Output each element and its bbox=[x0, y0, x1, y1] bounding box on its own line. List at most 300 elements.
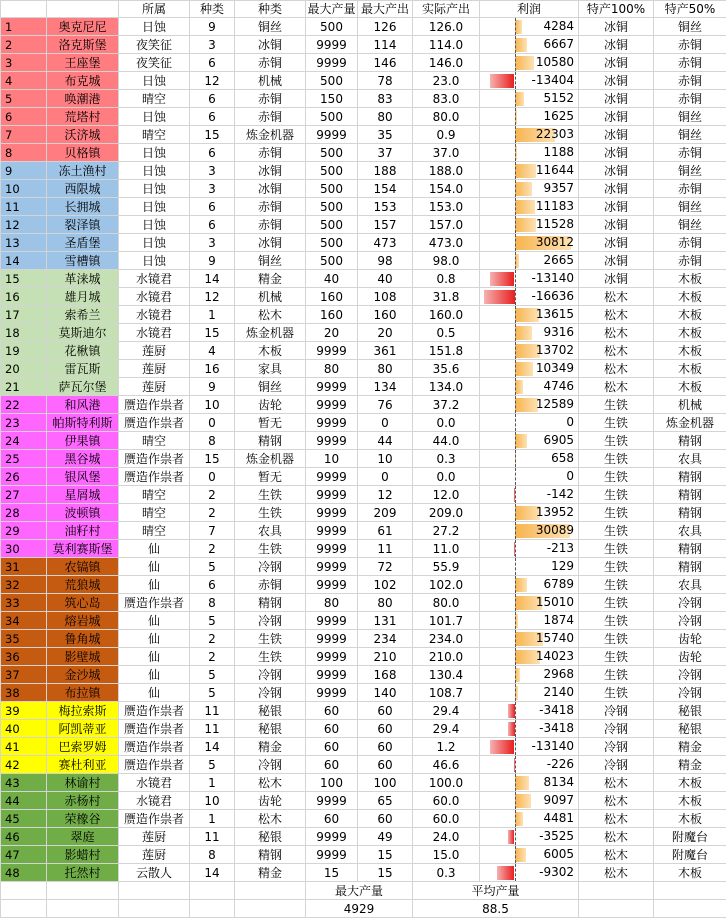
kind-cell[interactable]: 冰铜 bbox=[235, 180, 306, 198]
special-100-cell[interactable]: 生铁 bbox=[579, 558, 654, 576]
special-50-cell[interactable]: 木板 bbox=[654, 288, 726, 306]
summary-max-yield[interactable]: 4929 bbox=[306, 900, 413, 918]
row-index[interactable]: 3 bbox=[1, 54, 47, 72]
header-profit[interactable]: 利润 bbox=[480, 1, 579, 18]
actual-output-cell[interactable]: 1.2 bbox=[413, 738, 480, 756]
max-output-cell[interactable]: 80 bbox=[358, 594, 413, 612]
max-output-cell[interactable]: 131 bbox=[358, 612, 413, 630]
row-index[interactable]: 27 bbox=[1, 486, 47, 504]
max-output-cell[interactable]: 60 bbox=[358, 810, 413, 828]
max-yield-cell[interactable]: 9999 bbox=[306, 342, 358, 360]
max-yield-cell[interactable]: 10 bbox=[306, 450, 358, 468]
special-50-cell[interactable]: 铜丝 bbox=[654, 18, 726, 36]
faction-cell[interactable]: 晴空 bbox=[119, 432, 190, 450]
empty-cell[interactable] bbox=[235, 882, 306, 900]
profit-cell[interactable] bbox=[480, 90, 579, 108]
kind-cell[interactable]: 冷钢 bbox=[235, 612, 306, 630]
max-output-cell[interactable]: 153 bbox=[358, 198, 413, 216]
city-name[interactable]: 圣盾堡 bbox=[47, 234, 119, 252]
special-50-cell[interactable]: 附魔台 bbox=[654, 846, 726, 864]
city-name[interactable]: 布克城 bbox=[47, 72, 119, 90]
summary-max-yield[interactable]: 最大产量 bbox=[306, 882, 413, 900]
special-50-cell[interactable]: 齿轮 bbox=[654, 648, 726, 666]
max-output-cell[interactable]: 44 bbox=[358, 432, 413, 450]
row-index[interactable]: 12 bbox=[1, 216, 47, 234]
actual-output-cell[interactable]: 100.0 bbox=[413, 774, 480, 792]
faction-cell[interactable]: 水镜君 bbox=[119, 324, 190, 342]
max-output-cell[interactable]: 83 bbox=[358, 90, 413, 108]
kind-cell[interactable]: 精金 bbox=[235, 738, 306, 756]
kind-cell[interactable]: 齿轮 bbox=[235, 396, 306, 414]
max-yield-cell[interactable]: 500 bbox=[306, 144, 358, 162]
profit-cell[interactable] bbox=[480, 324, 579, 342]
max-output-cell[interactable]: 72 bbox=[358, 558, 413, 576]
city-name[interactable]: 农镐镇 bbox=[47, 558, 119, 576]
special-100-cell[interactable]: 冰铜 bbox=[579, 144, 654, 162]
max-yield-cell[interactable]: 9999 bbox=[306, 792, 358, 810]
city-name[interactable]: 沃济城 bbox=[47, 126, 119, 144]
max-yield-cell[interactable]: 9999 bbox=[306, 648, 358, 666]
special-100-cell[interactable]: 冰铜 bbox=[579, 36, 654, 54]
special-50-cell[interactable]: 精钢 bbox=[654, 540, 726, 558]
special-100-cell[interactable]: 生铁 bbox=[579, 576, 654, 594]
actual-output-cell[interactable]: 83.0 bbox=[413, 90, 480, 108]
actual-output-cell[interactable]: 15.0 bbox=[413, 846, 480, 864]
faction-cell[interactable]: 日蚀 bbox=[119, 252, 190, 270]
city-name[interactable]: 唤潮港 bbox=[47, 90, 119, 108]
kind-count-cell[interactable]: 1 bbox=[190, 810, 235, 828]
kind-cell[interactable]: 铜丝 bbox=[235, 378, 306, 396]
special-50-cell[interactable]: 木板 bbox=[654, 864, 726, 882]
actual-output-cell[interactable]: 154.0 bbox=[413, 180, 480, 198]
profit-cell[interactable] bbox=[480, 828, 579, 846]
row-index[interactable]: 38 bbox=[1, 684, 47, 702]
empty-cell[interactable] bbox=[190, 900, 235, 918]
city-name[interactable]: 洛克斯堡 bbox=[47, 36, 119, 54]
faction-cell[interactable]: 仙 bbox=[119, 666, 190, 684]
special-100-cell[interactable]: 生铁 bbox=[579, 396, 654, 414]
special-100-cell[interactable]: 松木 bbox=[579, 774, 654, 792]
kind-cell[interactable]: 精钢 bbox=[235, 432, 306, 450]
special-100-cell[interactable]: 松木 bbox=[579, 378, 654, 396]
header-kind[interactable]: 种类 bbox=[235, 1, 306, 18]
max-output-cell[interactable]: 15 bbox=[358, 846, 413, 864]
faction-cell[interactable]: 赝造作祟者 bbox=[119, 450, 190, 468]
kind-count-cell[interactable]: 10 bbox=[190, 396, 235, 414]
header-max-output[interactable]: 最大产出 bbox=[358, 1, 413, 18]
faction-cell[interactable]: 仙 bbox=[119, 648, 190, 666]
kind-cell[interactable]: 冷钢 bbox=[235, 756, 306, 774]
empty-cell[interactable] bbox=[654, 882, 726, 900]
special-50-cell[interactable]: 齿轮 bbox=[654, 630, 726, 648]
row-index[interactable]: 47 bbox=[1, 846, 47, 864]
row-index[interactable]: 4 bbox=[1, 72, 47, 90]
kind-count-cell[interactable]: 14 bbox=[190, 270, 235, 288]
max-output-cell[interactable]: 126 bbox=[358, 18, 413, 36]
max-output-cell[interactable]: 80 bbox=[358, 360, 413, 378]
max-yield-cell[interactable]: 9999 bbox=[306, 486, 358, 504]
max-yield-cell[interactable]: 500 bbox=[306, 198, 358, 216]
faction-cell[interactable]: 水镜君 bbox=[119, 288, 190, 306]
row-index[interactable]: 6 bbox=[1, 108, 47, 126]
row-index[interactable]: 41 bbox=[1, 738, 47, 756]
faction-cell[interactable]: 日蚀 bbox=[119, 198, 190, 216]
city-name[interactable]: 荒狼城 bbox=[47, 576, 119, 594]
kind-count-cell[interactable]: 14 bbox=[190, 738, 235, 756]
max-output-cell[interactable]: 234 bbox=[358, 630, 413, 648]
row-index[interactable]: 19 bbox=[1, 342, 47, 360]
max-yield-cell[interactable]: 9999 bbox=[306, 576, 358, 594]
empty-cell[interactable] bbox=[119, 882, 190, 900]
kind-cell[interactable]: 秘银 bbox=[235, 720, 306, 738]
special-100-cell[interactable]: 生铁 bbox=[579, 648, 654, 666]
profit-cell[interactable] bbox=[480, 594, 579, 612]
faction-cell[interactable]: 赝造作祟者 bbox=[119, 468, 190, 486]
max-yield-cell[interactable]: 9999 bbox=[306, 828, 358, 846]
row-index[interactable]: 5 bbox=[1, 90, 47, 108]
row-index[interactable]: 14 bbox=[1, 252, 47, 270]
special-100-cell[interactable]: 冷钢 bbox=[579, 702, 654, 720]
max-output-cell[interactable]: 188 bbox=[358, 162, 413, 180]
empty-cell[interactable] bbox=[47, 882, 119, 900]
faction-cell[interactable]: 日蚀 bbox=[119, 216, 190, 234]
city-name[interactable]: 花楸镇 bbox=[47, 342, 119, 360]
kind-cell[interactable]: 机械 bbox=[235, 288, 306, 306]
faction-cell[interactable]: 仙 bbox=[119, 630, 190, 648]
row-index[interactable]: 20 bbox=[1, 360, 47, 378]
faction-cell[interactable]: 日蚀 bbox=[119, 180, 190, 198]
header-special-100[interactable]: 特产100% bbox=[579, 1, 654, 18]
row-index[interactable]: 29 bbox=[1, 522, 47, 540]
kind-cell[interactable]: 精金 bbox=[235, 270, 306, 288]
header-max-yield[interactable]: 最大产量 bbox=[307, 2, 356, 16]
faction-cell[interactable]: 莲厨 bbox=[119, 342, 190, 360]
special-100-cell[interactable]: 冰铜 bbox=[579, 252, 654, 270]
special-100-cell[interactable]: 生铁 bbox=[579, 468, 654, 486]
kind-cell[interactable]: 生铁 bbox=[235, 504, 306, 522]
actual-output-cell[interactable]: 11.0 bbox=[413, 540, 480, 558]
city-name[interactable]: 熔岩城 bbox=[47, 612, 119, 630]
max-yield-cell[interactable]: 60 bbox=[306, 702, 358, 720]
row-index[interactable]: 40 bbox=[1, 720, 47, 738]
max-output-cell[interactable]: 60 bbox=[358, 738, 413, 756]
header-special-50[interactable]: 特产50% bbox=[654, 1, 726, 18]
actual-output-cell[interactable]: 0.0 bbox=[413, 468, 480, 486]
max-yield-cell[interactable]: 9999 bbox=[306, 666, 358, 684]
kind-cell[interactable]: 炼金机器 bbox=[235, 450, 306, 468]
row-index[interactable]: 7 bbox=[1, 126, 47, 144]
kind-count-cell[interactable]: 15 bbox=[190, 126, 235, 144]
row-index[interactable]: 11 bbox=[1, 198, 47, 216]
kind-count-cell[interactable]: 0 bbox=[190, 468, 235, 486]
row-index[interactable]: 21 bbox=[1, 378, 47, 396]
city-name[interactable]: 赤杨村 bbox=[47, 792, 119, 810]
max-output-cell[interactable]: 361 bbox=[358, 342, 413, 360]
max-output-cell[interactable]: 209 bbox=[358, 504, 413, 522]
row-index[interactable]: 25 bbox=[1, 450, 47, 468]
actual-output-cell[interactable]: 108.7 bbox=[413, 684, 480, 702]
city-name[interactable]: 波顿镇 bbox=[47, 504, 119, 522]
city-name[interactable]: 托然村 bbox=[47, 864, 119, 882]
profit-cell[interactable] bbox=[480, 414, 579, 432]
special-100-cell[interactable]: 生铁 bbox=[579, 522, 654, 540]
kind-cell[interactable]: 生铁 bbox=[235, 540, 306, 558]
kind-cell[interactable]: 齿轮 bbox=[235, 792, 306, 810]
special-100-cell[interactable]: 松木 bbox=[579, 360, 654, 378]
profit-cell[interactable] bbox=[480, 378, 579, 396]
row-index[interactable]: 26 bbox=[1, 468, 47, 486]
row-index[interactable]: 42 bbox=[1, 756, 47, 774]
kind-cell[interactable]: 铜丝 bbox=[235, 18, 306, 36]
max-output-cell[interactable]: 134 bbox=[358, 378, 413, 396]
profit-cell[interactable] bbox=[480, 162, 579, 180]
faction-cell[interactable]: 赝造作祟者 bbox=[119, 810, 190, 828]
kind-count-cell[interactable]: 3 bbox=[190, 36, 235, 54]
actual-output-cell[interactable]: 210.0 bbox=[413, 648, 480, 666]
max-yield-cell[interactable]: 500 bbox=[306, 216, 358, 234]
special-100-cell[interactable]: 松木 bbox=[579, 288, 654, 306]
special-100-cell[interactable]: 冷钢 bbox=[579, 720, 654, 738]
kind-count-cell[interactable]: 2 bbox=[190, 540, 235, 558]
kind-cell[interactable]: 冷钢 bbox=[235, 666, 306, 684]
city-name[interactable]: 革涞城 bbox=[47, 270, 119, 288]
city-name[interactable]: 阿凯蒂亚 bbox=[47, 720, 119, 738]
actual-output-cell[interactable]: 31.8 bbox=[413, 288, 480, 306]
city-name[interactable]: 萨瓦尔堡 bbox=[47, 378, 119, 396]
actual-output-cell[interactable]: 24.0 bbox=[413, 828, 480, 846]
special-50-cell[interactable]: 赤铜 bbox=[654, 54, 726, 72]
kind-count-cell[interactable]: 8 bbox=[190, 594, 235, 612]
summary-avg-yield[interactable]: 平均产量 bbox=[413, 882, 579, 900]
row-index[interactable]: 32 bbox=[1, 576, 47, 594]
special-50-cell[interactable]: 炼金机器 bbox=[654, 414, 726, 432]
row-index[interactable]: 24 bbox=[1, 432, 47, 450]
faction-cell[interactable]: 赝造作祟者 bbox=[119, 594, 190, 612]
kind-count-cell[interactable]: 6 bbox=[190, 576, 235, 594]
kind-cell[interactable]: 生铁 bbox=[235, 648, 306, 666]
city-name[interactable]: 筑心岛 bbox=[47, 594, 119, 612]
special-100-cell[interactable]: 冰铜 bbox=[579, 108, 654, 126]
max-output-cell[interactable]: 168 bbox=[358, 666, 413, 684]
max-yield-cell[interactable]: 9999 bbox=[306, 540, 358, 558]
special-100-cell[interactable]: 生铁 bbox=[579, 630, 654, 648]
faction-cell[interactable]: 水镜君 bbox=[119, 792, 190, 810]
actual-output-cell[interactable]: 29.4 bbox=[413, 720, 480, 738]
special-100-cell[interactable]: 松木 bbox=[579, 810, 654, 828]
kind-count-cell[interactable]: 16 bbox=[190, 360, 235, 378]
profit-cell[interactable] bbox=[480, 864, 579, 882]
max-output-cell[interactable]: 108 bbox=[358, 288, 413, 306]
max-yield-cell[interactable]: 9999 bbox=[306, 504, 358, 522]
special-50-cell[interactable]: 木板 bbox=[654, 306, 726, 324]
city-name[interactable]: 伊果镇 bbox=[47, 432, 119, 450]
row-index[interactable]: 8 bbox=[1, 144, 47, 162]
special-100-cell[interactable]: 生铁 bbox=[579, 432, 654, 450]
max-yield-cell[interactable]: 9999 bbox=[306, 432, 358, 450]
kind-cell[interactable]: 秘银 bbox=[235, 702, 306, 720]
special-50-cell[interactable]: 木板 bbox=[654, 792, 726, 810]
actual-output-cell[interactable]: 27.2 bbox=[413, 522, 480, 540]
actual-output-cell[interactable]: 126.0 bbox=[413, 18, 480, 36]
faction-cell[interactable]: 仙 bbox=[119, 558, 190, 576]
kind-cell[interactable]: 家具 bbox=[235, 360, 306, 378]
faction-cell[interactable]: 赝造作祟者 bbox=[119, 738, 190, 756]
special-100-cell[interactable]: 生铁 bbox=[579, 612, 654, 630]
header-faction[interactable]: 所属 bbox=[119, 1, 190, 18]
max-output-cell[interactable]: 37 bbox=[358, 144, 413, 162]
actual-output-cell[interactable]: 44.0 bbox=[413, 432, 480, 450]
max-output-cell[interactable]: 49 bbox=[358, 828, 413, 846]
special-100-cell[interactable]: 冰铜 bbox=[579, 54, 654, 72]
kind-count-cell[interactable]: 2 bbox=[190, 648, 235, 666]
city-name[interactable]: 影壁城 bbox=[47, 648, 119, 666]
kind-cell[interactable]: 精钢 bbox=[235, 846, 306, 864]
faction-cell[interactable]: 水镜君 bbox=[119, 306, 190, 324]
max-output-cell[interactable]: 160 bbox=[358, 306, 413, 324]
max-yield-cell[interactable]: 9999 bbox=[306, 414, 358, 432]
max-output-cell[interactable]: 61 bbox=[358, 522, 413, 540]
actual-output-cell[interactable]: 209.0 bbox=[413, 504, 480, 522]
special-50-cell[interactable]: 木板 bbox=[654, 810, 726, 828]
special-100-cell[interactable]: 生铁 bbox=[579, 486, 654, 504]
special-100-cell[interactable]: 松木 bbox=[579, 828, 654, 846]
city-name[interactable]: 布拉镇 bbox=[47, 684, 119, 702]
faction-cell[interactable]: 日蚀 bbox=[119, 108, 190, 126]
header-kind-count[interactable]: 种类 bbox=[190, 1, 235, 18]
actual-output-cell[interactable]: 37.0 bbox=[413, 144, 480, 162]
actual-output-cell[interactable]: 23.0 bbox=[413, 72, 480, 90]
profit-cell[interactable] bbox=[480, 432, 579, 450]
kind-cell[interactable]: 赤铜 bbox=[235, 108, 306, 126]
city-name[interactable]: 雪槽镇 bbox=[47, 252, 119, 270]
special-100-cell[interactable]: 松木 bbox=[579, 324, 654, 342]
city-name[interactable]: 和风港 bbox=[47, 396, 119, 414]
city-name[interactable]: 西限城 bbox=[47, 180, 119, 198]
city-name[interactable]: 林谕村 bbox=[47, 774, 119, 792]
kind-count-cell[interactable]: 5 bbox=[190, 666, 235, 684]
max-output-cell[interactable]: 20 bbox=[358, 324, 413, 342]
special-100-cell[interactable]: 生铁 bbox=[579, 684, 654, 702]
row-index[interactable]: 13 bbox=[1, 234, 47, 252]
faction-cell[interactable]: 日蚀 bbox=[119, 234, 190, 252]
row-index[interactable]: 28 bbox=[1, 504, 47, 522]
kind-count-cell[interactable]: 2 bbox=[190, 504, 235, 522]
actual-output-cell[interactable]: 234.0 bbox=[413, 630, 480, 648]
actual-output-cell[interactable]: 114.0 bbox=[413, 36, 480, 54]
city-name[interactable]: 雄月城 bbox=[47, 288, 119, 306]
max-yield-cell[interactable]: 9999 bbox=[306, 630, 358, 648]
kind-count-cell[interactable]: 9 bbox=[190, 18, 235, 36]
actual-output-cell[interactable]: 37.2 bbox=[413, 396, 480, 414]
actual-output-cell[interactable]: 102.0 bbox=[413, 576, 480, 594]
kind-count-cell[interactable]: 2 bbox=[190, 486, 235, 504]
kind-count-cell[interactable]: 9 bbox=[190, 378, 235, 396]
max-yield-cell[interactable]: 500 bbox=[306, 234, 358, 252]
special-50-cell[interactable]: 精钢 bbox=[654, 504, 726, 522]
kind-cell[interactable]: 暂无 bbox=[235, 468, 306, 486]
actual-output-cell[interactable]: 0.9 bbox=[413, 126, 480, 144]
special-50-cell[interactable]: 铜丝 bbox=[654, 108, 726, 126]
row-index[interactable]: 30 bbox=[1, 540, 47, 558]
special-50-cell[interactable]: 赤铜 bbox=[654, 180, 726, 198]
kind-count-cell[interactable]: 3 bbox=[190, 234, 235, 252]
max-output-cell[interactable]: 98 bbox=[358, 252, 413, 270]
kind-count-cell[interactable]: 6 bbox=[190, 198, 235, 216]
actual-output-cell[interactable]: 101.7 bbox=[413, 612, 480, 630]
row-index[interactable]: 16 bbox=[1, 288, 47, 306]
kind-count-cell[interactable]: 7 bbox=[190, 522, 235, 540]
faction-cell[interactable]: 莲厨 bbox=[119, 846, 190, 864]
row-index[interactable]: 45 bbox=[1, 810, 47, 828]
special-100-cell[interactable]: 生铁 bbox=[579, 450, 654, 468]
max-yield-cell[interactable]: 9999 bbox=[306, 54, 358, 72]
actual-output-cell[interactable]: 188.0 bbox=[413, 162, 480, 180]
profit-cell[interactable] bbox=[480, 198, 579, 216]
profit-cell[interactable] bbox=[480, 360, 579, 378]
kind-cell[interactable]: 精钢 bbox=[235, 594, 306, 612]
special-50-cell[interactable]: 精钢 bbox=[654, 432, 726, 450]
profit-cell[interactable] bbox=[480, 720, 579, 738]
special-100-cell[interactable]: 松木 bbox=[579, 792, 654, 810]
max-yield-cell[interactable]: 40 bbox=[306, 270, 358, 288]
actual-output-cell[interactable]: 151.8 bbox=[413, 342, 480, 360]
faction-cell[interactable]: 水镜君 bbox=[119, 270, 190, 288]
row-index[interactable]: 15 bbox=[1, 270, 47, 288]
faction-cell[interactable]: 日蚀 bbox=[119, 162, 190, 180]
special-100-cell[interactable]: 冰铜 bbox=[579, 162, 654, 180]
actual-output-cell[interactable]: 153.0 bbox=[413, 198, 480, 216]
profit-cell[interactable] bbox=[480, 774, 579, 792]
profit-cell[interactable] bbox=[480, 792, 579, 810]
max-output-cell[interactable]: 60 bbox=[358, 756, 413, 774]
header-actual-output[interactable]: 实际产出 bbox=[413, 1, 480, 18]
kind-cell[interactable]: 冰铜 bbox=[235, 234, 306, 252]
row-index[interactable]: 39 bbox=[1, 702, 47, 720]
faction-cell[interactable]: 赝造作祟者 bbox=[119, 414, 190, 432]
special-50-cell[interactable]: 木板 bbox=[654, 324, 726, 342]
faction-cell[interactable]: 水镜君 bbox=[119, 774, 190, 792]
max-yield-cell[interactable]: 15 bbox=[306, 864, 358, 882]
kind-cell[interactable]: 冰铜 bbox=[235, 162, 306, 180]
actual-output-cell[interactable]: 0.0 bbox=[413, 414, 480, 432]
kind-cell[interactable]: 机械 bbox=[235, 72, 306, 90]
special-100-cell[interactable]: 松木 bbox=[579, 846, 654, 864]
kind-count-cell[interactable]: 8 bbox=[190, 432, 235, 450]
city-name[interactable]: 荣橡谷 bbox=[47, 810, 119, 828]
faction-cell[interactable]: 夜笑征 bbox=[119, 54, 190, 72]
profit-cell[interactable] bbox=[480, 396, 579, 414]
profit-cell[interactable] bbox=[480, 576, 579, 594]
faction-cell[interactable]: 晴空 bbox=[119, 486, 190, 504]
max-output-cell[interactable]: 114 bbox=[358, 36, 413, 54]
profit-cell[interactable] bbox=[480, 252, 579, 270]
special-50-cell[interactable]: 赤铜 bbox=[654, 72, 726, 90]
max-yield-cell[interactable]: 9999 bbox=[306, 846, 358, 864]
kind-count-cell[interactable]: 11 bbox=[190, 720, 235, 738]
city-name[interactable]: 贝格镇 bbox=[47, 144, 119, 162]
profit-cell[interactable] bbox=[480, 468, 579, 486]
special-50-cell[interactable]: 附魔台 bbox=[654, 828, 726, 846]
city-name[interactable]: 赛杜利亚 bbox=[47, 756, 119, 774]
special-50-cell[interactable]: 木板 bbox=[654, 360, 726, 378]
special-50-cell[interactable]: 农具 bbox=[654, 450, 726, 468]
kind-count-cell[interactable]: 11 bbox=[190, 702, 235, 720]
row-index[interactable]: 34 bbox=[1, 612, 47, 630]
city-name[interactable]: 雷瓦斯 bbox=[47, 360, 119, 378]
special-50-cell[interactable]: 铜丝 bbox=[654, 198, 726, 216]
profit-cell[interactable] bbox=[480, 486, 579, 504]
max-yield-cell[interactable]: 9999 bbox=[306, 558, 358, 576]
